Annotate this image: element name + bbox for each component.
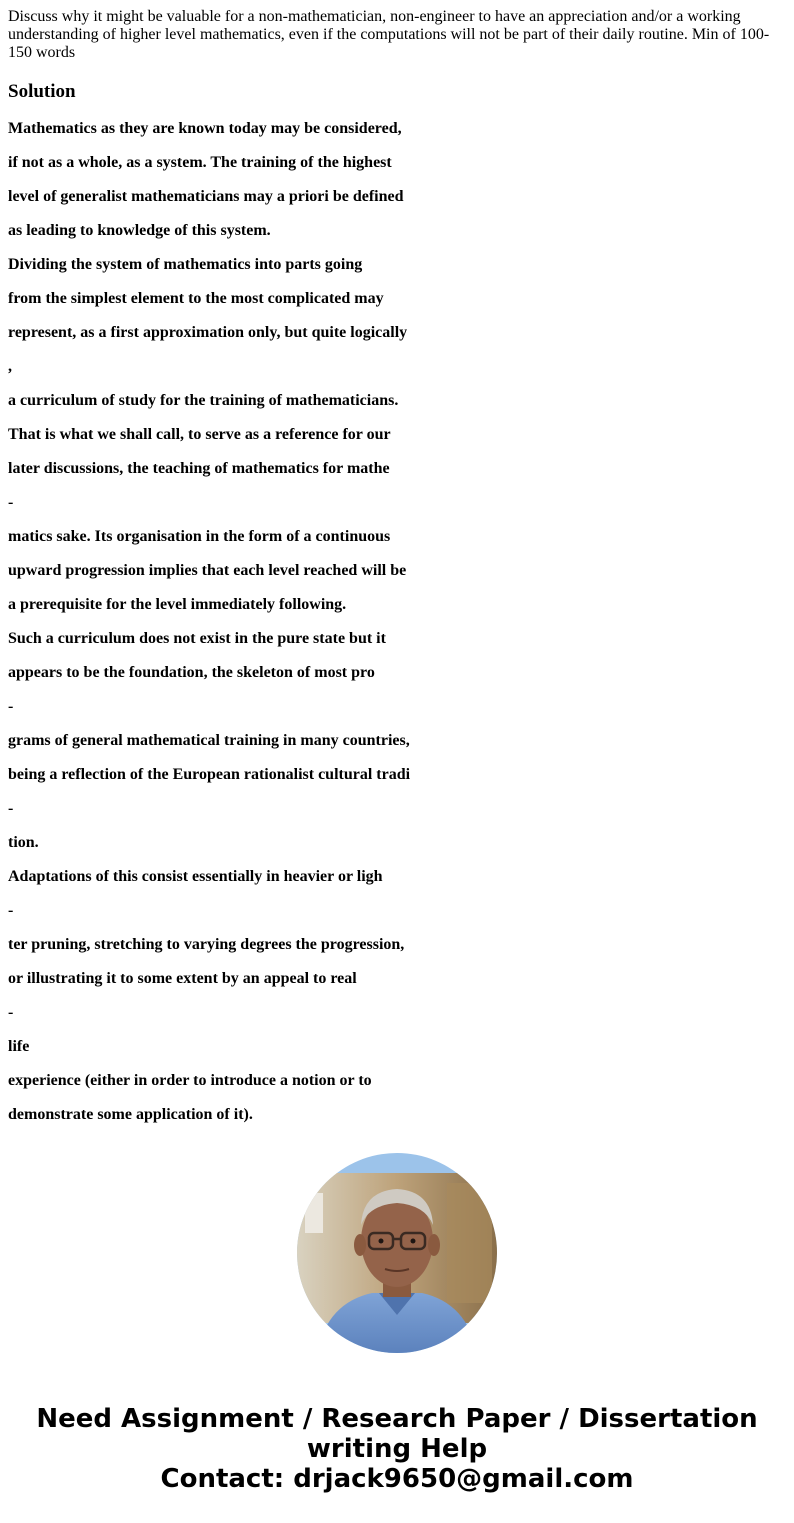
answer-line: , [8,358,12,375]
answer-line: matics sake. Its organisation in the form of a continuous [8,528,391,545]
answer-line: a prerequisite for the level immediately following. [8,596,347,613]
answer-line: - [8,698,14,715]
answer-line: level of generalist mathematicians may a priori be defined [8,188,404,205]
answer-line: tion. [8,834,39,851]
promo-banner [0,1404,794,1494]
answer-line: That is what we shall call, to serve as a reference for our [8,426,391,443]
author-portrait-image [297,1153,497,1353]
answer-line: represent, as a first approximation only, but quite logically [8,324,408,341]
answer-line: Dividing the system of mathematics into parts going [8,256,363,273]
promo-line: writing Help [306,1434,488,1464]
answer-line: Adaptations of this consist essentially in heavier or ligh [8,868,383,885]
question-text: Discuss why it might be valuable for a non-mathematician, non-engineer to have an appreciation and/or a working understanding of higher level mathematics, even if the computations will not be part of their daily routine. Min of 100-150 words [8,8,770,61]
answer-line: - [8,494,14,511]
answer-line: a curriculum of study for the training of mathematicians. [8,392,399,409]
answer-line: appears to be the foundation, the skeleton of most pro [8,664,375,681]
answer-line: from the simplest element to the most complicated may [8,290,384,307]
answer-line: Mathematics as they are known today may be considered, [8,120,402,137]
promo-contact: Contact: drjack9650@gmail.com [160,1464,634,1494]
solution-heading: Solution [8,81,76,102]
answer-line: demonstrate some application of it). [8,1106,253,1123]
answer-line: being a reflection of the European rationalist cultural tradi [8,766,411,783]
answer-line: experience (either in order to introduce a notion or to [8,1072,372,1089]
promo-line: Need Assignment / Research Paper / Dissertation [36,1404,758,1434]
answer-line: Such a curriculum does not exist in the pure state but it [8,630,386,647]
answer-line: - [8,1004,14,1021]
answer-line: later discussions, the teaching of mathematics for mathe [8,460,390,477]
answer-line: - [8,800,14,817]
answer-line: as leading to knowledge of this system. [8,222,271,239]
answer-line: ter pruning, stretching to varying degrees the progression, [8,936,405,953]
answer-body [8,119,788,1139]
answer-line: or illustrating it to some extent by an appeal to real [8,970,357,987]
answer-line: - [8,902,14,919]
answer-line: grams of general mathematical training in many countries, [8,732,410,749]
author-avatar [297,1153,497,1353]
answer-line: if not as a whole, as a system. The training of the highest [8,154,392,171]
answer-line: life [8,1038,30,1055]
answer-line: upward progression implies that each level reached will be [8,562,407,579]
